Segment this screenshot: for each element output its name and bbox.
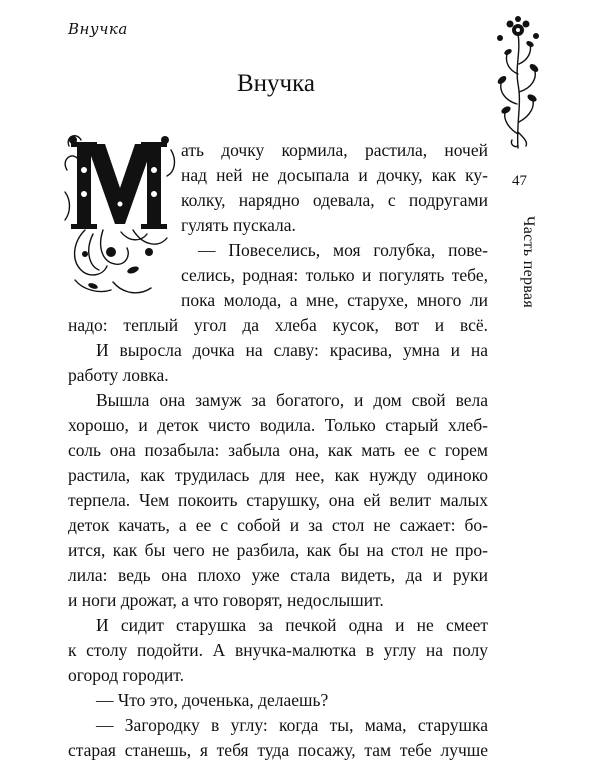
text-line: растила, как трудилась для нее, как нужду одиноко	[68, 465, 488, 485]
text-line: — Что это, доченька, делаешь?	[96, 690, 329, 710]
text-line: огород городит.	[68, 665, 184, 685]
chapter-title: Внучка	[237, 70, 315, 97]
text-line: гулять пускала.	[181, 215, 296, 235]
text-line: — Повеселись, моя голубка, пове-	[198, 240, 488, 260]
text-line: над ней не досыпала и дочку, как ку-	[181, 165, 488, 185]
running-head: Внучка	[68, 20, 128, 38]
text-line: деток качать, а ее с собой и за стол не сажает: бо-	[68, 515, 488, 535]
text-line: и ноги дрожат, а что говорят, недослышит.	[68, 590, 384, 610]
text-line: И выросла дочка на славу: красива, умна и на	[96, 340, 488, 360]
text-line: И сидит старушка за печкой одна и не смеет	[96, 615, 488, 635]
text-line: селись, родная: только и погулять тебе,	[181, 265, 488, 285]
text-line: лила: ведь она плохо уже стала видеть, да и руки	[68, 565, 488, 585]
text-line: ится, как бы чего не разбила, как бы на стол не про-	[68, 540, 488, 560]
text-line: — Загородку в углу: когда ты, мама, старушка	[96, 715, 488, 735]
body-text	[68, 138, 488, 763]
text-line: пока молода, а мне, старухе, много ли	[181, 290, 488, 310]
text-line: старая станешь, я тебя туда посажу, там тебе лучше	[68, 740, 488, 760]
text-line: надо: теплый угол да хлеба кусок, вот и всё.	[68, 315, 488, 335]
text-line: колку, нарядно одевала, с подругами	[181, 190, 488, 210]
drop-cap-letter: М	[63, 130, 64, 131]
text-line: ать дочку кормила, растила, ночей	[181, 140, 488, 160]
text-line: Вышла она замуж за богатого, и дом свой вела	[96, 390, 488, 410]
text-line: работу ловка.	[68, 365, 169, 385]
text-line: соль она позабыла: забыла она, как мать ее с горем	[68, 440, 488, 460]
text-line: к столу подойти. А внучка-малютка в углу на полу	[68, 640, 488, 660]
page-number: 47	[512, 173, 527, 189]
part-label: Часть первая	[520, 216, 537, 308]
text-line: терпела. Чем покоить старушку, она ей велит малых	[68, 490, 488, 510]
floral-vignette-icon	[488, 14, 548, 150]
text-line: хорошо, и деток чисто водила. Только старый хлеб-	[68, 415, 488, 435]
